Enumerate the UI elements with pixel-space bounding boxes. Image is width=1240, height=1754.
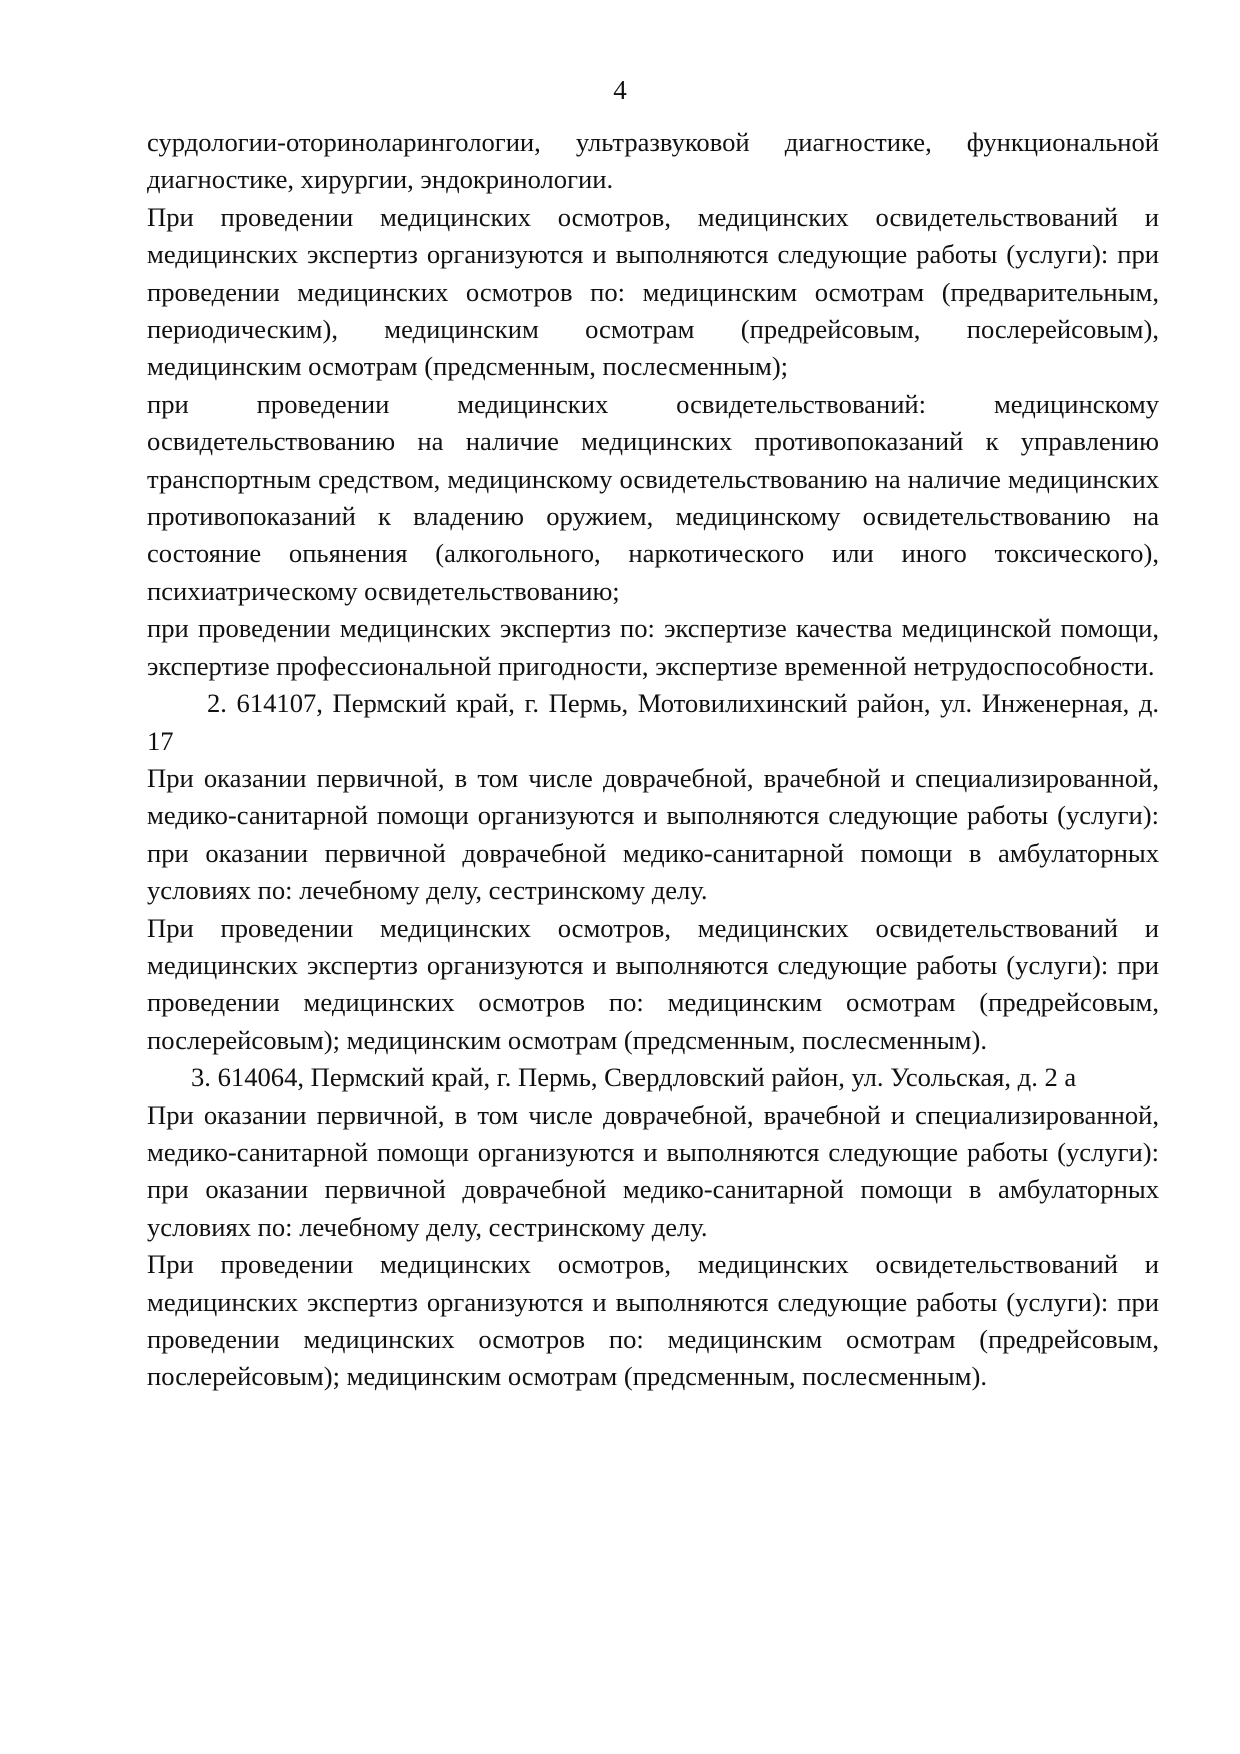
paragraph-medical-examinations-2: При проведении медицинских осмотров, медицинских освидетельствований и медицинских экспертиз организуются и выполняются следующие работы (услуги): при проведении медицинских осмотров по: медицинским осмотрам (предрейсовым, послерейсовым); медицинским осмотрам (предсменным, послесменным). — [147, 912, 1159, 1055]
address-item-2: 2. 614107, Пермский край, г. Пермь, Мотовилихинский район, ул. Инженерная, д. 17 — [147, 688, 1159, 756]
paragraph-medical-examinations-3: При проведении медицинских осмотров, медицинских освидетельствований и медицинских экспертиз организуются и выполняются следующие работы (услуги): при проведении медицинских осмотров по: медицинским осмотрам (предрейсовым, послерейсовым); медицинским осмотрам (предсменным, послесменным). — [147, 1249, 1159, 1392]
document-body — [147, 124, 1159, 1396]
paragraph-primary-care-3: При оказании первичной, в том числе доврачебной, врачебной и специализированной, медико-санитарной помощи организуются и выполняются следующие работы (услуги): при оказании первичной доврачебной медико-санитарной помощи в амбулаторных условиях по: лечебному делу, сестринскому делу. — [147, 1099, 1159, 1242]
address-item-3: 3. 614064, Пермский край, г. Пермь, Свердловский район, ул. Усольская, д. 2 а — [191, 1062, 1077, 1093]
paragraph-medical-examinations-1: При проведении медицинских осмотров, медицинских освидетельствований и медицинских экспертиз организуются и выполняются следующие работы (услуги): при проведении медицинских осмотров по: медицинским осмотрам (предварительным, периодическим), медицинским осмотрам (предрейсовым, послерейсовым), медицинским осмотрам (предсменным, послесменным); — [147, 201, 1159, 382]
page-number: 4 — [613, 75, 627, 105]
paragraph-specialties-continued: сурдологии-оториноларингологии, ультразвуковой диагностике, функциональной диагностике, хирургии, эндокринологии. — [147, 127, 1159, 195]
paragraph-medical-certifications-1: при проведении медицинских освидетельствований: медицинскому освидетельствованию на наличие медицинских противопоказаний к управлению транспортным средством, медицинскому освидетельствованию на наличие медицинских противопоказаний к владению оружием, медицинскому освидетельствованию на состояние опьянения (алкогольного, наркотического или иного токсического), психиатрическому освидетельствованию; — [147, 388, 1159, 606]
paragraph-medical-expertise-1: при проведении медицинских экспертиз по: экспертизе качества медицинской помощи, экспертизе профессиональной пригодности, экспертизе временной нетрудоспособности. — [147, 613, 1159, 681]
paragraph-primary-care-2: При оказании первичной, в том числе доврачебной, врачебной и специализированной, медико-санитарной помощи организуются и выполняются следующие работы (услуги): при оказании первичной доврачебной медико-санитарной помощи в амбулаторных условиях по: лечебному делу, сестринскому делу. — [147, 762, 1159, 906]
